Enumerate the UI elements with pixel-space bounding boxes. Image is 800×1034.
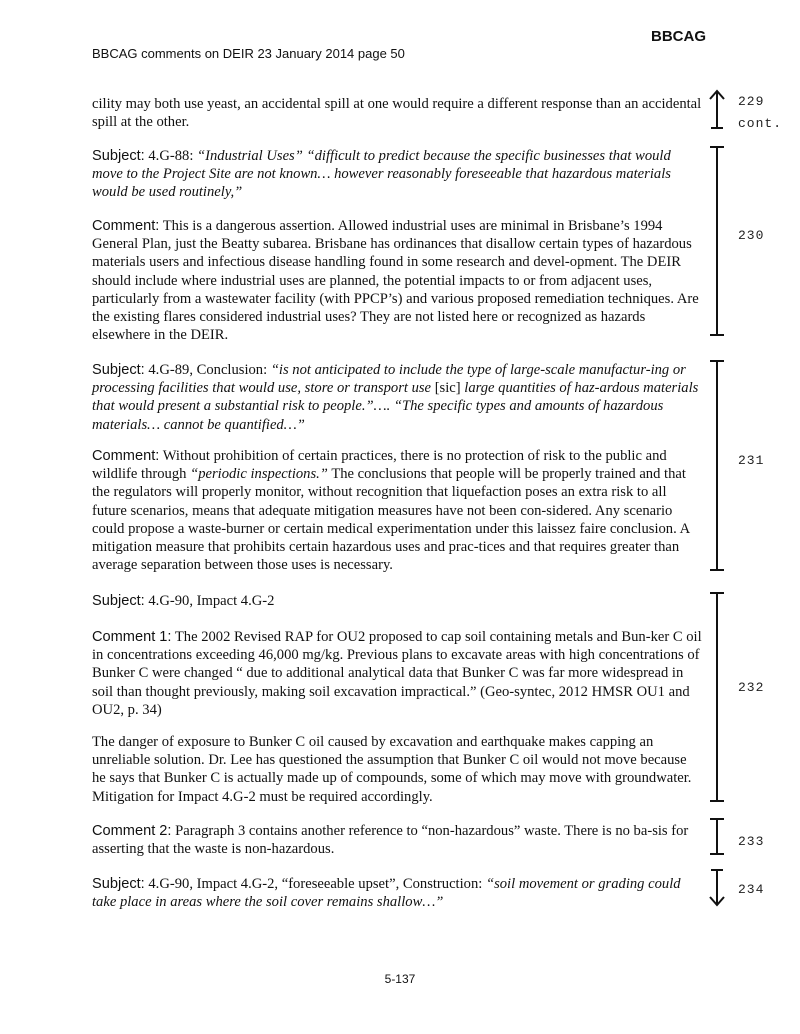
- comment-4g89: [92, 447, 702, 574]
- marker-number: 229: [738, 94, 765, 109]
- subject-quote-part1: “is not anticipated to include the type of large-scale manufactur-ing or processing facilities that would use, store or transport use: [92, 362, 686, 397]
- subject-quote-part2: large quantities of haz-ardous materials that would present a substantial risk to people.”…. “The specific types and amounts of hazardous materials… cannot be quantified…”: [92, 380, 699, 433]
- marker-number: 232: [738, 680, 765, 695]
- document-org-header: BBCAG: [651, 28, 706, 45]
- subject-ref: 4.G-88:: [144, 148, 198, 164]
- subject-4g89: [92, 361, 702, 434]
- comment-text-part1: Without prohibition of certain practices, there is no protection of risk to the public and wildlife through: [92, 448, 667, 483]
- subject-label: Subject:: [92, 876, 145, 892]
- comment-text: This is a dangerous assertion. Allowed industrial uses are minimal in Brisbane’s 1994 General Plan, just the Beatty subarea. Brisbane has ordinances that disallow certain types of hazardous materials users and infectious disease handling found in some research and devel-opment. The DEIR should include where industrial uses are planned, the potential impacts to or from adjacent uses, particularly from a wastewater facility (with PPCP’s) and various proposed remediation techniques. Are the existing flares considered industrial uses? They are not listed here or recognized as hazards elsewhere in the DEIR.: [92, 218, 699, 344]
- marker-number: 234: [738, 882, 765, 897]
- comment-text-part2: The conclusions that people will be properly trained and that the regulators will properly monitor, without recognition that liquefaction poses an extra risk to all future scenarios, means that adequate mitigation measures have not been con-sidered. Any scenario could propose a waste-burner or certain medical experimentation under this laissez faire conclusion. A mitigation measure that prohibits certain hazardous uses and prac-tices and that requires greater than average separation between those uses is necessary.: [92, 466, 690, 574]
- sic-marker: [sic]: [434, 380, 461, 397]
- marker-suffix: cont.: [738, 116, 783, 131]
- marker-number: 233: [738, 834, 765, 849]
- down-arrow-icon: [706, 868, 728, 908]
- marker-number: 230: [738, 228, 765, 243]
- comment-quote: “periodic inspections.”: [190, 466, 328, 483]
- subject-4g90: [92, 592, 702, 610]
- subject-quote: “Industrial Uses” “difficult to predict because the specific businesses that would move to the Project Site are not known… however reasonably foreseeable that hazardous materials would be used routinely,”: [92, 148, 671, 201]
- comment-text: The 2002 Revised RAP for OU2 proposed to cap soil containing metals and Bun-ker C oil in concentrations exceeding 46,000 mg/kg. Previous plans to excavate areas with high concentrations of Bunker C were changed “ due to additional analytical data that Bunker C was far more widespread in soil than thought previously, making soil excavation impractical.” (Geo-syntec, 2012 HMSR OU1 and OU2, p. 34): [92, 629, 702, 718]
- comment-text: Paragraph 3 contains another reference to “non-hazardous” waste. There is no ba-sis for asserting that the waste is non-hazardous.: [92, 823, 689, 858]
- marker-number: 231: [738, 453, 765, 468]
- page-number: 5-137: [384, 972, 416, 986]
- up-arrow-icon: [706, 88, 728, 130]
- subject-ref: 4.G-90, Impact 4.G-2: [144, 593, 275, 609]
- paragraph-text: cility may both use yeast, an accidental spill at one would require a different response than an accidental spill at the other.: [92, 96, 702, 131]
- subject-label: Subject:: [92, 593, 145, 609]
- subject-label: Subject:: [92, 148, 145, 164]
- comment-label: Comment 2:: [92, 823, 172, 839]
- subject-4g88: [92, 147, 702, 202]
- continuation-paragraph: [92, 95, 702, 131]
- paragraph-text: The danger of exposure to Bunker C oil caused by excavation and earthquake makes capping an unreliable solution. Dr. Lee has questioned the assumption that Bunker C oil would not move because he says that Bunker C is actually made up of compounds, some of which may move with groundwater. Mitigation for Impact 4.G-2 must be required accordingly.: [92, 734, 692, 805]
- subject-4g90-upset: [92, 875, 702, 911]
- comment-1-continuation: [92, 733, 702, 806]
- comment-label: Comment 1:: [92, 629, 172, 645]
- subject-ref: 4.G-89, Conclusion:: [144, 362, 271, 378]
- subject-quote: “soil movement or grading could take place in areas where the soil cover remains shallow…”: [92, 876, 681, 911]
- document-subtitle: BBCAG comments on DEIR 23 January 2014 page 50: [92, 46, 405, 61]
- subject-ref: 4.G-90, Impact 4.G-2, “foreseeable upset”, Construction:: [144, 876, 486, 892]
- comment-2-4g90: [92, 822, 702, 858]
- comment-label: Comment:: [92, 448, 160, 464]
- comment-label: Comment:: [92, 218, 160, 234]
- comment-1-4g90: [92, 628, 702, 719]
- subject-label: Subject:: [92, 362, 145, 378]
- comment-4g88: [92, 217, 702, 344]
